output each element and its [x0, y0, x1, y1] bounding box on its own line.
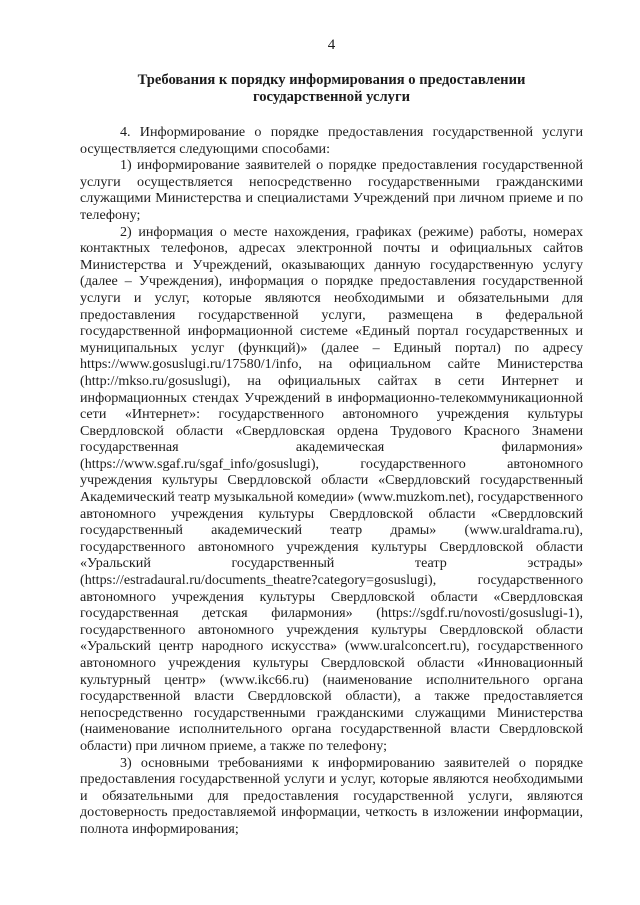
paragraph-item-3: 3) основными требованиями к информированию заявителей о порядке предоставления государственной услуги и услуг, которые являются необходимыми и обязательными для предоставления государственной услуги, являются достоверность предоставляемой информации, четкость в изложении информации, полнота информирования; [80, 754, 583, 837]
section-heading [80, 72, 583, 106]
section-heading-line-2: государственной услуги [252, 89, 411, 105]
paragraph-item-1: 1) информирование заявителей о порядке предоставления государственной услуги осуществляется непосредственно государственными гражданскими служащими Министерства и специалистами Учреждений при личном приеме и по телефону; [80, 157, 583, 223]
section-heading-line-1: Требования к порядку информирования о предоставлении [137, 72, 526, 88]
paragraph-4-intro: 4. Информирование о порядке предоставления государственной услуги осуществляется следующими способами: [80, 124, 583, 157]
paragraph-item-2: 2) информация о месте нахождения, графиках (режиме) работы, номерах контактных телефонов, адресах электронной почты и официальных сайтов Министерства и Учреждений, оказывающих данную государственную услугу (далее – Учреждения), информация о порядке предоставления государственной услуги и услуг, которые являются необходимыми и обязательными для предоставления государственной услуги, размещена в федеральной государственной информационной системе «Единый портал государственных и муниципальных услуг (функций)» (далее – Единый портал) по адресу https://www.gosuslugi.ru/17580/1/info, на официальном сайте Министерства (http://mkso.ru/gosuslugi), на официальных сайтах в сети Интернет и информационных стендах Учреждений в информационно-телекоммуникационной сети «Интернет»: государственного автономного учреждения культуры Свердловской области «Свердловская ордена Трудового Красного Знамени государственная академическая филармония» (https://www.sgaf.ru/sgaf_info/gosuslugi), государственного автономного учреждения культуры Свердловской области «Свердловский государственный Академический театр музыкальной комедии» (www.muzkom.net), государственного автономного учреждения культуры Свердловской области «Свердловский государственный академический театр драмы» (www.uraldrama.ru), государственного автономного учреждения культуры Свердловской области «Уральский государственный театр эстрады» (https://estradaural.ru/documents_theatre?category=gosuslugi), государственного автономного учреждения культуры Свердловской области «Свердловская государственная детская филармония» (https://sgdf.ru/novosti/gosuslugi-1), государственного автономного учреждения культуры Свердловской области «Уральский центр народного искусства» (www.uralconcert.ru), государственного автономного учреждения культуры Свердловской области «Инновационный культурный центр» (www.ikc66.ru) (наименование исполнительного органа государственной власти Свердловской области), а также предоставляется непосредственно государственными гражданскими служащими Министерства (наименование исполнительного органа государственной власти Свердловской области) при личном приеме, а также по телефону; [80, 223, 583, 754]
page-number: 4 [327, 37, 336, 53]
